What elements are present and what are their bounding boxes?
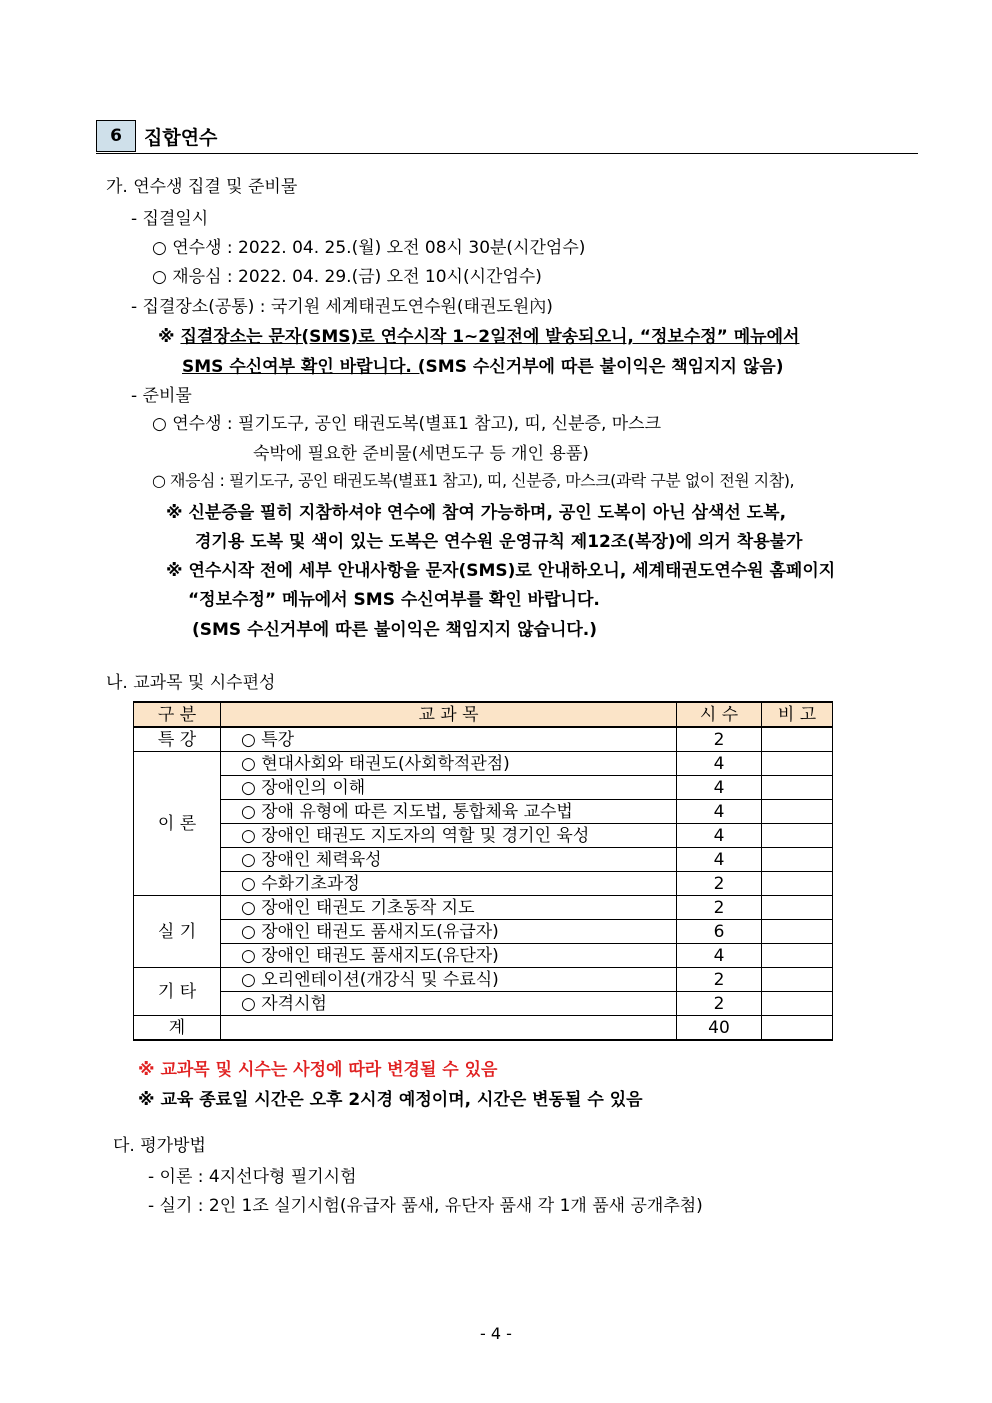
curriculum-note-red: ※ 교과목 및 시수는 사정에 따라 변경될 수 있음 — [138, 1060, 498, 1080]
table-total-row — [134, 1016, 833, 1041]
note3-line3: (SMS 수신거부에 따른 불이익은 책임지지 않습니다.) — [192, 620, 598, 640]
hours-cell: 6 — [677, 920, 762, 944]
place-note-text2: SMS 수신거부에 따른 불이익은 책임지지 않음) — [425, 357, 784, 377]
table-row — [134, 896, 833, 920]
curriculum-note: ※ 교육 종료일 시간은 오후 2시경 예정이며, 시간은 변동될 수 있음 — [138, 1090, 643, 1110]
assembly-time-label: - 집결일시 — [131, 209, 209, 229]
note-cell — [762, 824, 833, 848]
note3-line1: ※ 연수시작 전에 세부 안내사항을 문자(SMS)로 안내하오니, 세계태권도연수원 홈페이지 — [166, 561, 836, 581]
note-cell — [762, 920, 833, 944]
table-row — [134, 824, 833, 848]
place-note-mark: ※ — [158, 327, 175, 347]
table-header-row — [134, 702, 833, 727]
table-row — [134, 800, 833, 824]
hours-cell: 4 — [677, 824, 762, 848]
note-cell — [762, 776, 833, 800]
hours-cell: 4 — [677, 848, 762, 872]
note-cell — [762, 848, 833, 872]
table-row — [134, 776, 833, 800]
hours-cell: 2 — [677, 968, 762, 992]
total-hours: 40 — [677, 1016, 762, 1041]
subject-cell: ○ 자격시험 — [221, 992, 677, 1016]
table-row — [134, 920, 833, 944]
part-b-title: 나. 교과목 및 시수편성 — [106, 673, 276, 693]
subject-cell: ○ 장애인 체력육성 — [221, 848, 677, 872]
evaluation-theory: - 이론 : 4지선다형 필기시험 — [148, 1167, 357, 1187]
subject-cell: ○ 장애인 태권도 지도자의 역할 및 경기인 육성 — [221, 824, 677, 848]
subject-cell: ○ 수화기초과정 — [221, 872, 677, 896]
place-note-text2-underlined: SMS 수신여부 확인 바랍니다. ( — [182, 357, 426, 377]
subject-cell: ○ 현대사회와 태권도(사회학적관점) — [221, 752, 677, 776]
note-cell — [762, 896, 833, 920]
part-a-title: 가. 연수생 집결 및 준비물 — [106, 177, 298, 197]
assembly-time-trainee: ○ 연수생 : 2022. 04. 25.(월) 오전 08시 30분(시간엄수) — [152, 238, 586, 258]
total-label: 계 — [134, 1016, 221, 1041]
category-cell: 실 기 — [134, 896, 221, 968]
table-row — [134, 848, 833, 872]
hours-cell: 4 — [677, 944, 762, 968]
supplies-retake: ○ 재응심 : 필기도구, 공인 태권도복(별표1 참고), 띠, 신분증, 마스크(과락 구분 없이 전원 지참), — [152, 471, 795, 490]
hours-cell: 4 — [677, 752, 762, 776]
hours-cell: 2 — [677, 992, 762, 1016]
header-note: 비 고 — [762, 702, 833, 727]
note3-line2: “정보수정” 메뉴에서 SMS 수신여부를 확인 바랍니다. — [188, 590, 600, 610]
table-row — [134, 944, 833, 968]
table-row — [134, 968, 833, 992]
note-cell — [762, 752, 833, 776]
note2-line1: ※ 신분증을 필히 지참하셔야 연수에 참여 가능하며, 공인 도복이 아닌 삼색선 도복, — [166, 503, 787, 523]
supplies-trainee-line1: ○ 연수생 : 필기도구, 공인 태권도복(별표1 참고), 띠, 신분증, 마스크 — [152, 414, 662, 434]
category-cell: 특 강 — [134, 727, 221, 752]
supplies-trainee-line2: 숙박에 필요한 준비물(세면도구 등 개인 용품) — [253, 444, 589, 464]
part-c-title: 다. 평가방법 — [113, 1136, 206, 1156]
subject-cell: ○ 오리엔테이션(개강식 및 수료식) — [221, 968, 677, 992]
section-number: 6 — [96, 120, 136, 152]
subject-cell: ○ 장애 유형에 따른 지도법, 통합체육 교수법 — [221, 800, 677, 824]
header-subject: 교 과 목 — [221, 702, 677, 727]
table-row — [134, 752, 833, 776]
subject-cell: ○ 특강 — [221, 727, 677, 752]
section-title: 집합연수 — [144, 127, 218, 149]
section-heading — [96, 120, 918, 154]
table-row — [134, 872, 833, 896]
hours-cell: 2 — [677, 872, 762, 896]
subject-cell: ○ 장애인 태권도 기초동작 지도 — [221, 896, 677, 920]
header-hours: 시 수 — [677, 702, 762, 727]
hours-cell: 2 — [677, 896, 762, 920]
note2-line2: 경기용 도복 및 색이 있는 도복은 연수원 운영규칙 제12조(복장)에 의거 착용불가 — [195, 532, 803, 552]
note-cell — [762, 727, 833, 752]
hours-cell: 2 — [677, 727, 762, 752]
hours-cell: 4 — [677, 776, 762, 800]
category-cell: 기 타 — [134, 968, 221, 1016]
page-number: - 4 - — [480, 1324, 512, 1343]
curriculum-table — [133, 701, 833, 1041]
note-cell — [762, 992, 833, 1016]
category-cell: 이 론 — [134, 752, 221, 896]
note-cell — [762, 944, 833, 968]
place-note-line2 — [182, 352, 783, 377]
note-cell — [762, 872, 833, 896]
table-row — [134, 727, 833, 752]
header-category: 구 분 — [134, 702, 221, 727]
subject-cell: ○ 장애인의 이해 — [221, 776, 677, 800]
note-cell — [762, 800, 833, 824]
assembly-place: - 집결장소(공통) : 국기원 세계태권도연수원(태권도원內) — [131, 297, 553, 317]
total-empty-cell — [221, 1016, 677, 1041]
note-cell — [762, 968, 833, 992]
table-row — [134, 992, 833, 1016]
place-note-line1 — [158, 322, 799, 347]
assembly-time-retake: ○ 재응심 : 2022. 04. 29.(금) 오전 10시(시간엄수) — [152, 267, 542, 287]
subject-cell: ○ 장애인 태권도 품새지도(유단자) — [221, 944, 677, 968]
subject-cell: ○ 장애인 태권도 품새지도(유급자) — [221, 920, 677, 944]
supplies-label: - 준비물 — [131, 386, 192, 406]
hours-cell: 4 — [677, 800, 762, 824]
evaluation-practice: - 실기 : 2인 1조 실기시험(유급자 품새, 유단자 품새 각 1개 품새 공개추첨) — [148, 1196, 703, 1216]
place-note-text1: 집결장소는 문자(SMS)로 연수시작 1~2일전에 발송되오니, “정보수정” 메뉴에서 — [180, 327, 800, 347]
total-note-cell — [762, 1016, 833, 1041]
